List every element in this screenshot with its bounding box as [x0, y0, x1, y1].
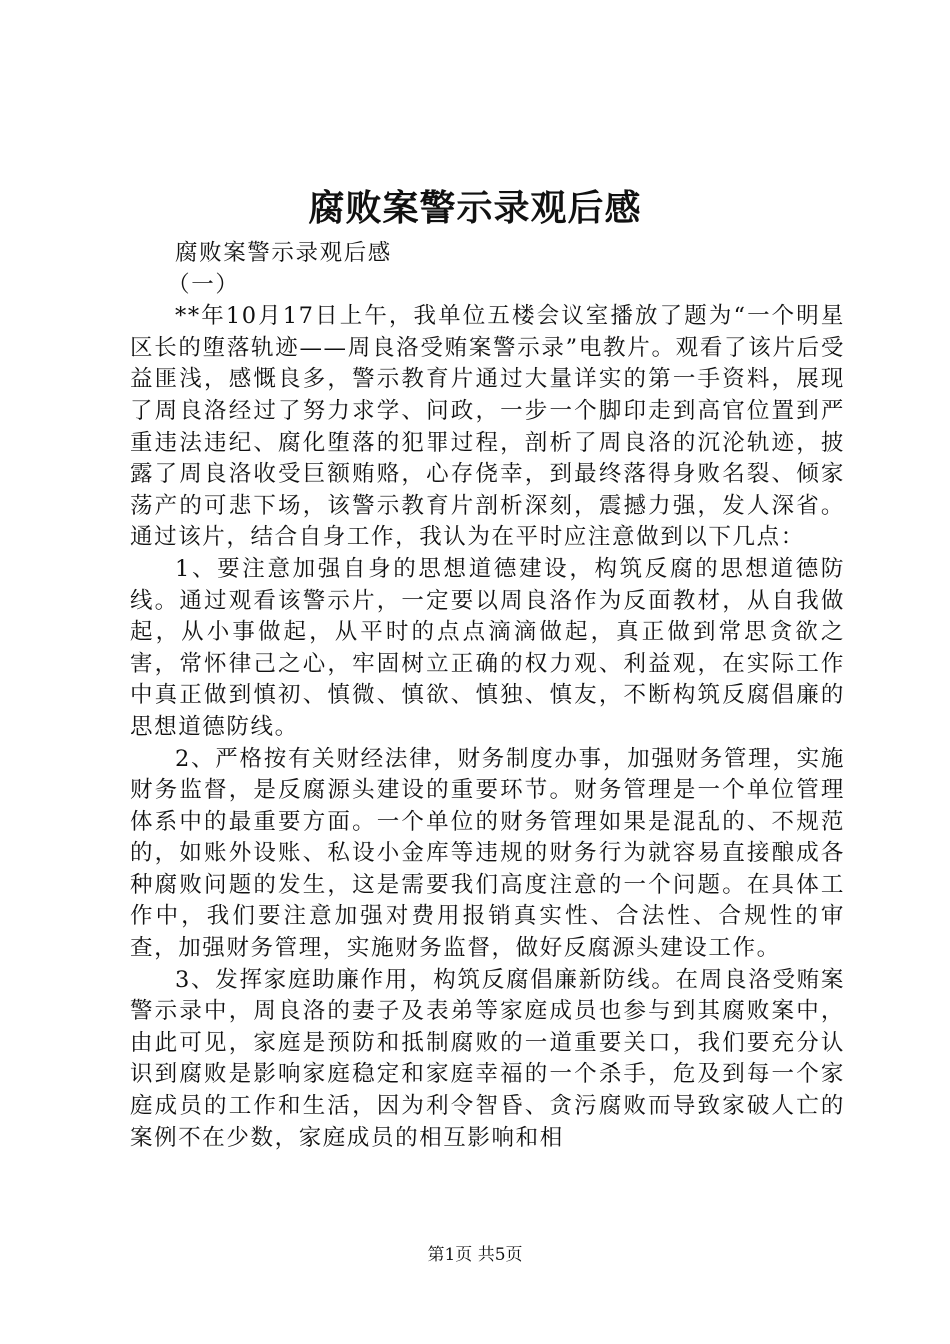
paragraph-point-3: 3、发挥家庭助廉作用，构筑反腐倡廉新防线。在周良洛受贿案警示录中，周良洛的妻子及表弟等家庭成员也参与到其腐败案中，由此可见，家庭是预防和抵制腐败的一道重要关口，我们要充分认识到腐败是影响家庭稳定和家庭幸福的一个杀手，危及到每一个家庭成员的工作和生活，因为利令智昏、贪污腐败而导致家破人亡的案例不在少数，家庭成员的相互影响和相 [130, 966, 845, 1151]
paragraph-point-1: 1、要注意加强自身的思想道德建设，构筑反腐的思想道德防线。通过观看该警示片，一定要以周良洛作为反面教材，从自我做起，从小事做起，从平时的点点滴滴做起，真正做到常思贪欲之害，常怀律己之心，牢固树立正确的权力观、利益观，在实际工作中真正做到慎初、慎微、慎欲、慎独、慎友，不断构筑反腐倡廉的思想道德防线。 [130, 555, 845, 740]
paragraph-intro: **年10月17日上午，我单位五楼会议室播放了题为“一个明星区长的堕落轨迹——周良洛受贿案警示录”电教片。观看了该片后受益匪浅，感慨良多，警示教育片通过大量详实的第一手资料，展现了周良洛经过了努力求学、问政，一步一个脚印走到高官位置到严重违法违纪、腐化堕落的犯罪过程，剖析了周良洛的沉沦轨迹，披露了周良洛收受巨额贿赂，心存侥幸，到最终落得身败名裂、倾家荡产的可悲下场，该警示教育片剖析深刻，震撼力强，发人深省。通过该片，结合自身工作，我认为在平时应注意做到以下几点： [130, 303, 845, 551]
document-subtitle: 腐败案警示录观后感 [175, 240, 392, 266]
page-number-footer: 第1页 共5页 [427, 1245, 523, 1265]
paragraph-point-2: 2、严格按有关财经法律，财务制度办事，加强财务管理，实施财务监督，是反腐源头建设的重要环节。财务管理是一个单位管理体系中的最重要方面。一个单位的财务管理如果是混乱的、不规范的，如账外设账、私设小金库等违规的财务行为就容易直接酿成各种腐败问题的发生，这是需要我们高度注意的一个问题。在具体工作中，我们要注意加强对费用报销真实性、合法性、合规性的审查，加强财务管理，实施财务监督，做好反腐源头建设工作。 [130, 745, 845, 962]
document-body [130, 238, 845, 1154]
document-title: 腐败案警示录观后感 [308, 187, 642, 229]
section-marker: （一） [167, 271, 240, 298]
